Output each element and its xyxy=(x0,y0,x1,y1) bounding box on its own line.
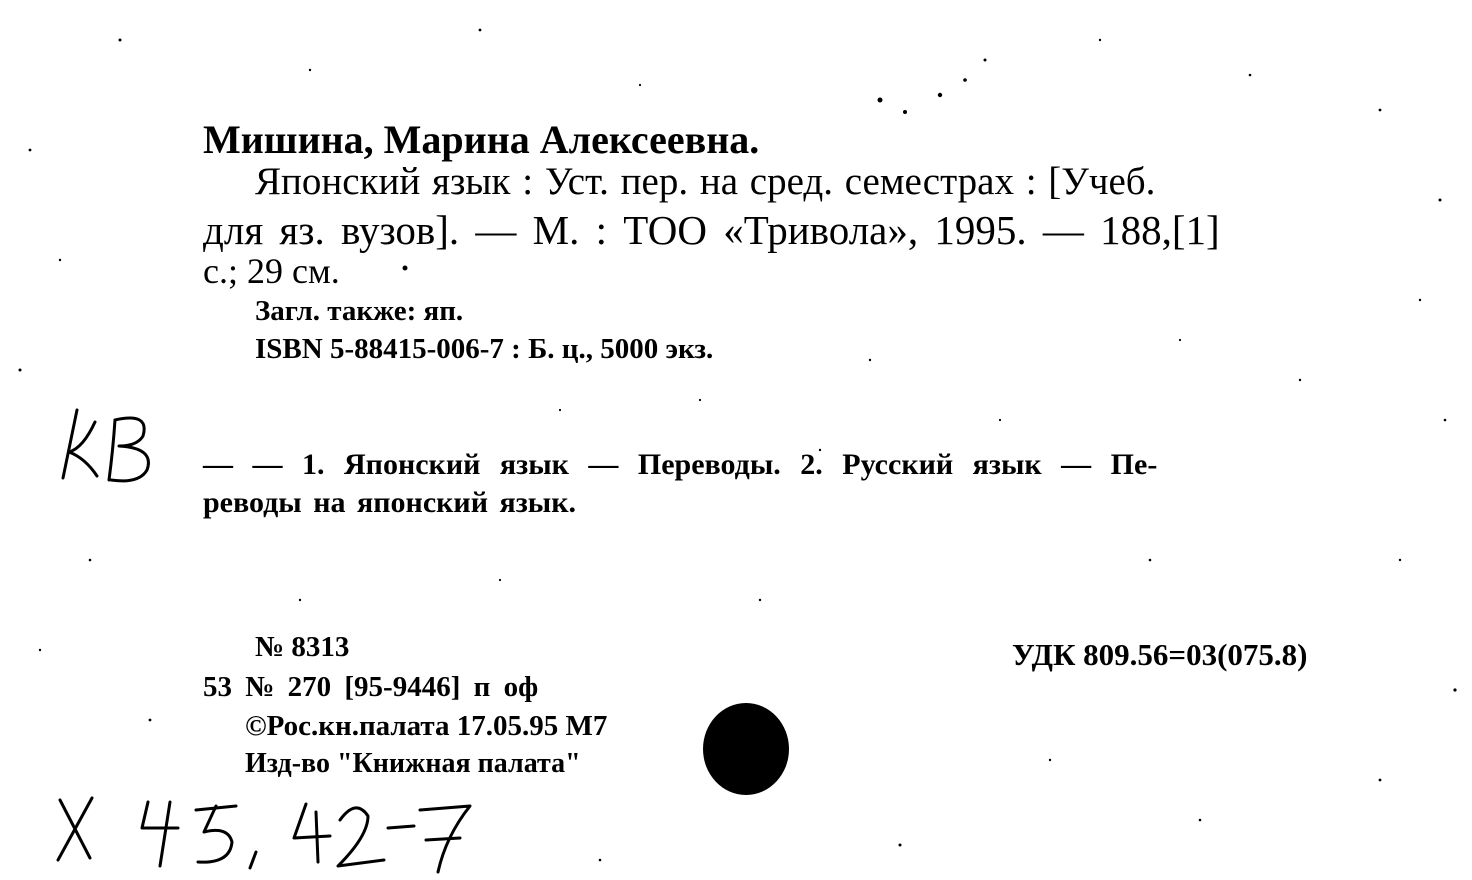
handwritten-shelfmark xyxy=(50,780,490,875)
subjects-line-1: — — 1. Японский язык — Переводы. 2. Русский язык — Пе- xyxy=(203,448,1158,481)
title-line-1: Японский язык : Уст. пер. на сред. семестрах : [Учеб. xyxy=(255,160,1156,203)
udk-classification: УДК 809.56=03(075.8) xyxy=(1012,637,1308,672)
title-line-3: с.; 29 см. xyxy=(203,251,340,291)
subjects-line-2: реводы на японский язык. xyxy=(203,486,576,519)
author-heading: Мишина, Марина Алексеевна. xyxy=(203,117,760,162)
card-number-line: № 8313 xyxy=(255,631,350,663)
record-number-line: 53 № 270 [95-9446] п оф xyxy=(203,671,539,703)
publisher-line: Изд-во "Книжная палата" xyxy=(245,748,581,779)
isbn-line: ISBN 5-88415-006-7 : Б. ц., 5000 экз. xyxy=(255,333,714,365)
handwritten-kb-mark xyxy=(55,400,165,490)
punch-hole xyxy=(703,703,789,795)
note-line-1: Загл. также: яп. xyxy=(255,295,464,327)
title-line-2: для яз. вузов]. — М. : ТОО «Тривола», 1995. — 188,[1] xyxy=(203,207,1220,253)
copyright-line: ©Рос.кн.палата 17.05.95 М7 xyxy=(245,710,608,742)
